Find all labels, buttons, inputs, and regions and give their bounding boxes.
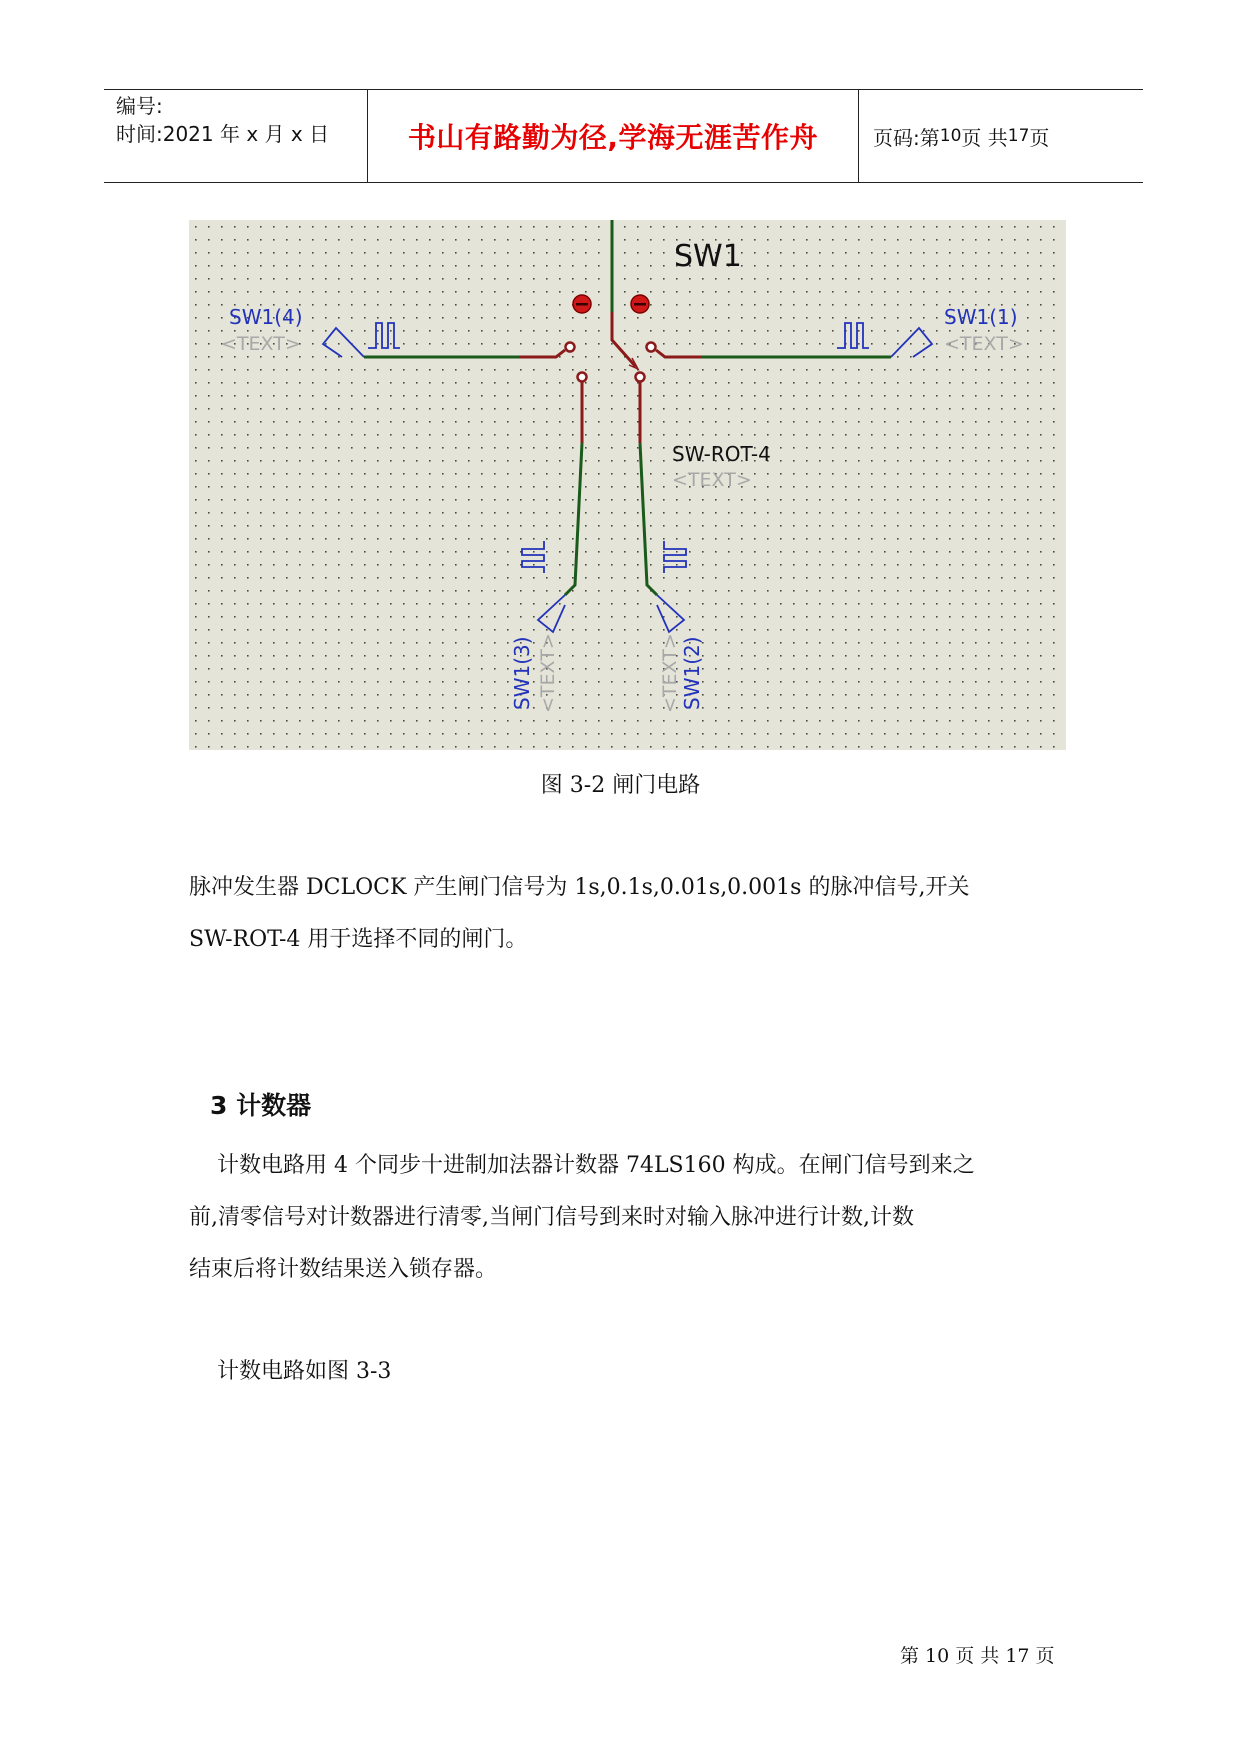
paragraph-counter-figure-ref: 计数电路如图 3-3: [189, 1359, 392, 1384]
header-motto-cell: [368, 90, 859, 182]
component-name: SW1: [674, 239, 742, 274]
paragraph-counter-line-2: 前,清零信号对计数器进行清零,当闸门信号到来时对输入脉冲进行计数,计数: [189, 1205, 914, 1230]
header-table: [104, 89, 1143, 183]
type-text-placeholder: <TEXT>: [672, 469, 752, 491]
indicator-left: [573, 295, 591, 313]
paragraph-gate-line-2: SW-ROT-4 用于选择不同的闸门。: [189, 927, 528, 952]
page-suffix: 页: [1029, 125, 1050, 150]
indicator-right: [631, 295, 649, 313]
pin-label-4: SW1(4): [229, 305, 303, 329]
section-heading: 3 计数器: [210, 1091, 312, 1120]
gate-circuit-schematic: [189, 220, 1066, 750]
header-page-cell: [859, 90, 1143, 182]
pin-1-text-placeholder: <TEXT>: [944, 333, 1024, 355]
header-info-cell: [104, 90, 368, 182]
page-prefix: 页码:第: [873, 125, 940, 150]
page-number: 10: [939, 126, 962, 146]
pin-label-2: SW1(2): [680, 636, 704, 710]
component-type: SW-ROT-4: [672, 442, 771, 466]
page-total: 17: [1007, 126, 1030, 146]
pin-label-3: SW1(3): [510, 636, 534, 710]
grid-background: [189, 220, 1066, 750]
paragraph-counter-line-3: 结束后将计数结果送入锁存器。: [189, 1257, 498, 1282]
pin-4-text-placeholder: <TEXT>: [221, 333, 301, 355]
time-label: 时间:2021 年 x 月 x 日: [116, 122, 330, 146]
pin-3-text-placeholder: <TEXT>: [537, 633, 559, 713]
motto-text: 书山有路勤为径,学海无涯苦作舟: [407, 121, 819, 154]
pin-label-1: SW1(1): [944, 305, 1018, 329]
figure-caption: 图 3-2 闸门电路: [540, 773, 701, 798]
pin-2-text-placeholder: <TEXT>: [659, 633, 681, 713]
paragraph-gate-line-1: 脉冲发生器 DCLOCK 产生闸门信号为 1s,0.1s,0.01s,0.001s 的脉冲信号,开关: [189, 875, 970, 900]
page-footer: 第 10 页 共 17 页: [900, 1645, 1055, 1667]
paragraph-counter-line-1: 计数电路用 4 个同步十进制加法器计数器 74LS160 构成。在闸门信号到来之: [189, 1153, 975, 1178]
serial-label: 编号:: [116, 94, 163, 118]
page-mid: 页 共: [961, 125, 1008, 150]
